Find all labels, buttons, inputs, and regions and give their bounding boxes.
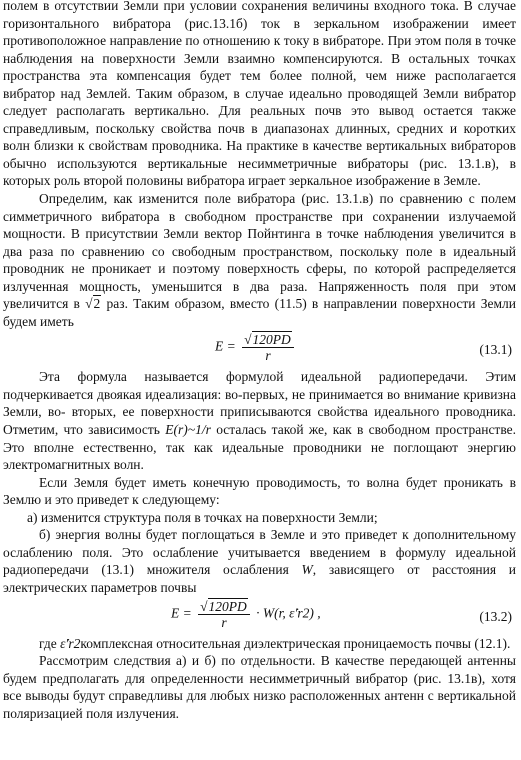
equation-number-13-2: (13.2)	[479, 608, 512, 624]
paragraph-3-text: Эта формула называется формулой идеальной радиопередачи. Этим подчеркивается двоякая идеализация: во-первых, не принимается во внимание кривизна Земли, во- вторых, ее поверхности приписываются свойства идеального проводника. Отметим, что зависимость	[3, 369, 516, 438]
eq1-lhs: E =	[215, 338, 236, 354]
document-page	[3, 0, 516, 722]
paragraph-2: Определим, как изменится поле вибратора (рис. 13.1.в) по сравнению с полем симметричного вибратора в свободном пространстве при сохранении излучаемой мощности. В присутствии Земли вектор Пойнтинга в точке наблюдения увеличится в два раза по сравнению со свободным пространством, поскольку поле в идеальный проводник не проникает и поэтому поверхность сферы, по которой распределяется излученная мощность, уменьшится в два раза. Напряженность поля при этом увеличится в √2 раз. Таким образом, вместо (11.5) в направлении поверхности Земли будем иметь	[3, 191, 516, 329]
epsilon-symbol: ε̇′r2	[60, 635, 81, 651]
factor-w: W	[301, 562, 313, 578]
sqrt-two: 2	[93, 296, 101, 312]
where-word: где	[39, 635, 57, 651]
list-item-b	[3, 526, 516, 596]
paragraph-6: Рассмотрим следствия а) и б) по отдельности. В качестве передающей антенны будем предполагать для определенности несимметричный вибратор (рис. 13.1в), хотя все выводы будут справедливы для любых низко расположенных антенн с вертикальной поляризацией поля излучения.	[3, 653, 516, 721]
paragraph-3-end: осталась такой же, как в свободном пространстве. Это вполне естественно, так как идеальные проводники не поглощают энергию электромагнитных волн.	[3, 422, 516, 473]
eq1-denominator: r	[265, 348, 271, 364]
list-item-a: а) изменится структура поля в точках на поверхности Земли;	[27, 509, 378, 525]
eq2-fraction	[198, 599, 250, 630]
equation-13-1	[3, 330, 516, 368]
equation-13-1-body	[215, 332, 297, 363]
paragraph-3	[3, 368, 516, 473]
equation-number-13-1: (13.1)	[479, 342, 512, 358]
dependency-e-r: E(r)~1/r	[165, 422, 211, 438]
equation-13-2	[3, 597, 516, 635]
paragraph-2-end: раз. Таким образом, вместо (11.5) в направлении поверхности Земли будем иметь	[3, 296, 516, 329]
eq1-num-text: 120PD	[252, 332, 291, 348]
paragraph-5	[3, 635, 516, 653]
eq2-lhs: E =	[171, 605, 192, 621]
eq1-fraction	[242, 332, 294, 363]
list-item-b-end: , зависящего от расстояния и электрических параметров почвы	[3, 562, 517, 595]
eq1-numerator: √120PD	[242, 332, 294, 348]
equation-13-2-body	[171, 599, 321, 630]
eq2-denominator: r	[221, 614, 227, 630]
paragraph-1: полем в отсутствии Земли при условии сохранения величины входного тока. В случае горизонтального вибратора (рис.13.1б) ток в зеркальном изображении имеет противоположное направление по отношению к току в вибраторе. При этом поля в точке наблюдения на поверхности Земли взаимно компенсируются. В остальных точках пространства эта компенсация будет тем более полной, чем ниже располагается вибратор над Землей. Таким образом, в случае идеально проводящей Земли вибратор следует располагать вертикально. Для реальных почв это вывод остается также справедливым, поскольку свойства почв в диапазонах длинных, средних и коротких волн близки к свойствам проводника. На практике в качестве вертикальных вибраторов обычно используются вертикальные несимметричные вибраторы (рис. 13.1.в), в которых роль второй половины вибратора играет зеркальное изображение в Земле.	[3, 0, 516, 189]
paragraph-5-text: комплексная относительная диэлектрическая проницаемость почвы (12.1).	[80, 635, 511, 651]
eq2-numerator: √120PD	[198, 599, 250, 615]
eq2-num-text: 120PD	[208, 598, 247, 614]
paragraph-4: Если Земля будет иметь конечную проводимость, то волна будет проникать в Землю и это приведет к следующему:	[3, 474, 516, 508]
eq2-rhs: · W(r, ε̇′r2) ,	[256, 605, 321, 621]
paragraph-2-text: Определим, как изменится поле вибратора (рис. 13.1.в) по сравнению с полем симметричного вибратора в свободном пространстве при сохранении излучаемой мощности. В присутствии Земли вектор Пойнтинга в точке наблюдения увеличится в два раза по сравнению со свободным пространством, поскольку поле в идеальный проводник не проникает и поэтому поверхность сферы, по которой распределяется излученная мощность, уменьшится в два раза. Напряженность поля при этом увеличится в	[3, 191, 516, 312]
list-item-b-text: б) энергия волны будет поглощаться в Земле и это приведет к дополнительному ослаблению поля. Это ослабление учитывается введением в формулу идеальной радиопередачи (13.1) множителя ослабления	[3, 527, 516, 578]
